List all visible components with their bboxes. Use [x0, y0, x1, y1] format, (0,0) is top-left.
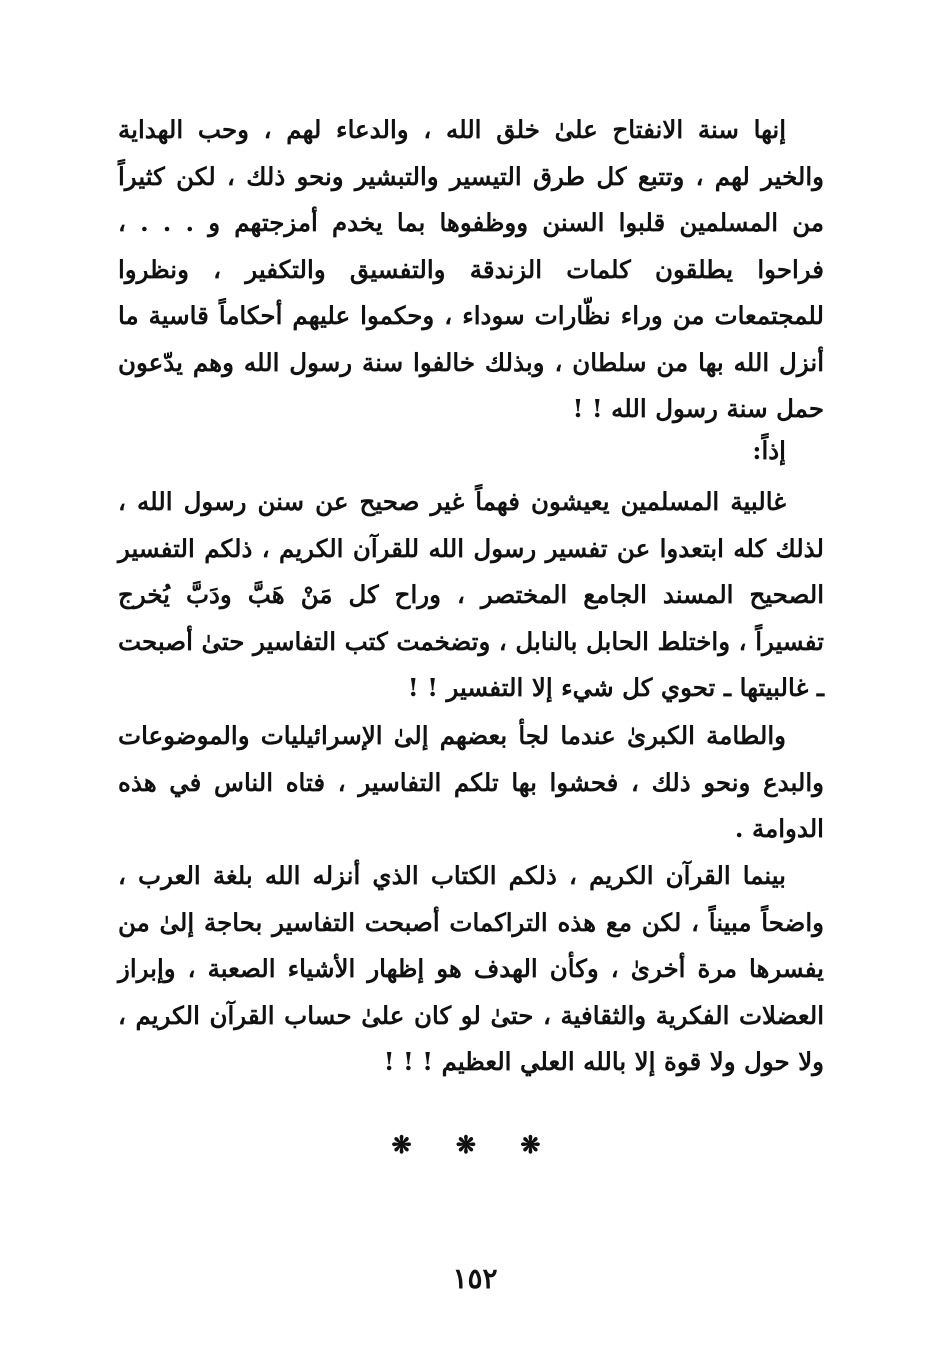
paragraph-therefore: إذاً: — [752, 436, 786, 465]
paragraph-tafsir-misunderstanding: غالبية المسلمين يعيشون فهماً غير صحيح عن سنن رسول الله ، لذلك كله ابتعدوا عن تفسير رسول الله للقرآن الكريم ، ذلكم التفسير الصحيح المسند الجامع المختصر ، وراح كل مَنْ هَبَّ ودَبَّ يُخرج تفسيراً ، واختلط الحابل بالنابل ، وتضخمت كتب التفاسير حتىٰ أصبحت ـ غالبيتها ـ تحوي كل شيء إلا التفسير ! ! — [118, 487, 824, 702]
page-number: ١٥٢ — [452, 1262, 498, 1295]
paragraph-sunnah-openness: إنها سنة الانفتاح علىٰ خلق الله ، والدعاء لهم ، وحب الهداية والخير لهم ، وتتبع كل طرق التيسير والتبشير ونحو ذلك ، لكن كثيراً من المسلمين قلبوا السنن ووظفوها بما يخدم أمزجتهم و . . . ، فراحوا يطلقون كلمات الزندقة والتفسيق والتكفير ، ونظروا للمجتمعات من وراء نظّارات سوداء ، وحكموا عليهم أحكاماً قاسية ما أنزل الله بها من سلطان ، وبذلك خالفوا سنة رسول الله وهم يدّعون حمل سنة رسول الله ! ! — [118, 115, 824, 423]
paragraph-quran-clear: بينما القرآن الكريم ، ذلكم الكتاب الذي أنزله الله بلغة العرب ، واضحاً مبيناً ، لكن مع هذه التراكمات أصبحت التفاسير بحاجة إلىٰ من يفسرها مرة أخرىٰ ، وكأن الهدف هو إظهار الأشياء الصعبة ، وإبراز العضلات الفكرية والثقافية ، حتىٰ لو كان علىٰ حساب القرآن الكريم ، ولا حول ولا قوة إلا بالله العلي العظيم ! ! ! — [118, 861, 824, 1076]
section-separator-asterisks: ❋ ❋ ❋ — [391, 1130, 559, 1159]
paragraph-israiliyyat: والطامة الكبرىٰ عندما لجأ بعضهم إلىٰ الإسرائيليات والموضوعات والبدع ونحو ذلك ، فحشوا بها تلكم التفاسير ، فتاه الناس في هذه الدوامة . — [118, 721, 824, 843]
